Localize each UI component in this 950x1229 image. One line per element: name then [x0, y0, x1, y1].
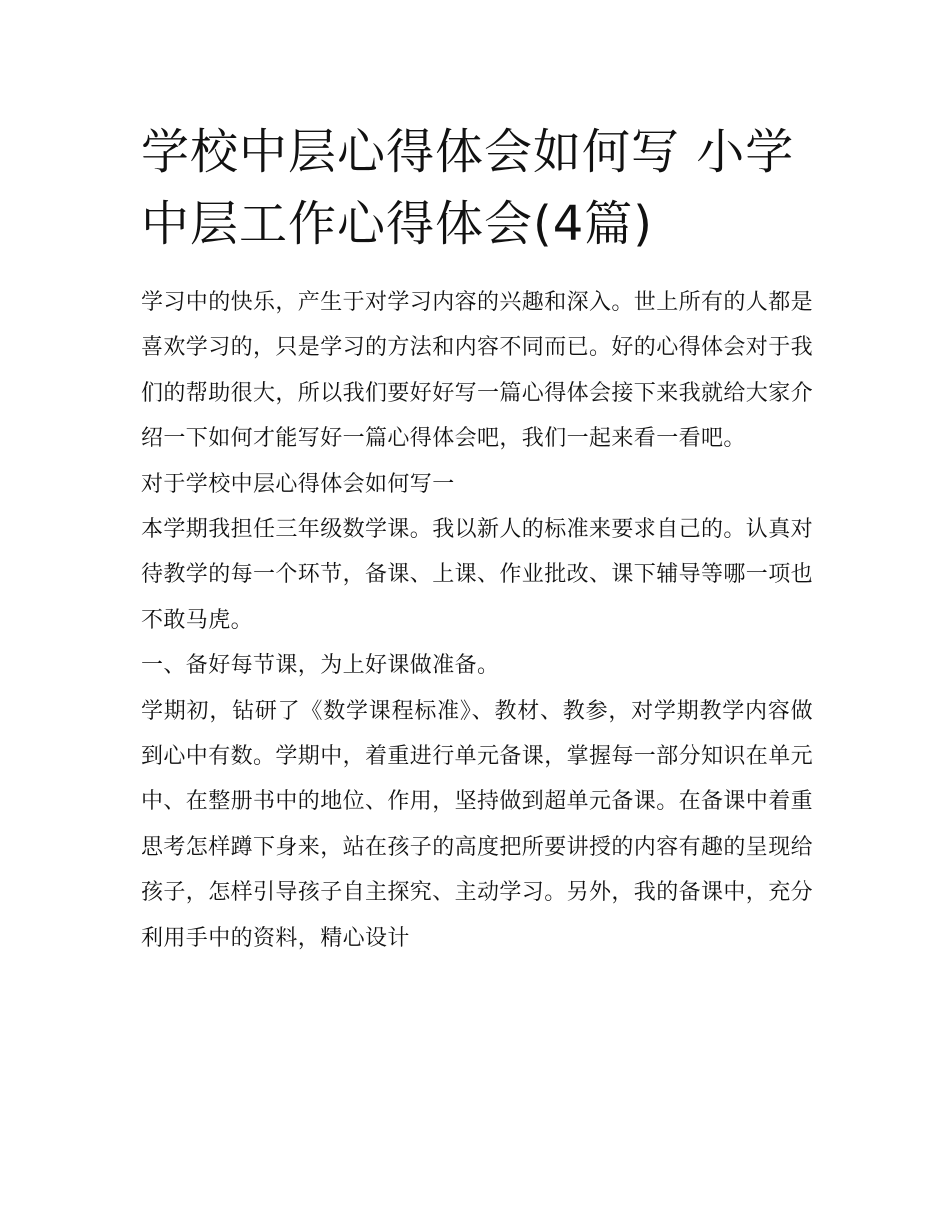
- paragraph-teaching-role: 本学期我担任三年级数学课。我以新人的标准来要求自己的。认真对待教学的每一个环节，备课、上课、作业批改、课下辅导等哪一项也不敢马虎。: [141, 517, 814, 633]
- paragraph-lesson-prep: 学期初，钻研了《数学课程标准》、教材、教参，对学期教学内容做到心中有数。学期中，着重进行单元备课，掌握每一部分知识在单元中、在整册书中的地位、作用，坚持做到超单元备课。在备课中着重思考怎样蹲下身来，站在孩子的高度把所要讲授的内容有趣的呈现给孩子，怎样引导孩子自主探究、主动学习。另外，我的备课中，充分利用手中的资料，精心设计: [141, 698, 814, 951]
- document-body: [141, 280, 813, 961]
- paragraph-subheading-prepare: 一、备好每节课，为上好课做准备。: [141, 653, 500, 679]
- document-title: 学校中层心得体会如何写 小学中层工作心得体会(4篇): [141, 124, 795, 252]
- paragraph-intro: 学习中的快乐，产生于对学习内容的兴趣和深入。世上所有的人都是喜欢学习的，只是学习的方法和内容不同而已。好的心得体会对于我们的帮助很大，所以我们要好好写一篇心得体会接下来我就给大家介绍一下如何才能写好一篇心得体会吧，我们一起来看一看吧。: [141, 290, 814, 452]
- paragraph-section-heading: 对于学校中层心得体会如何写一: [141, 471, 455, 497]
